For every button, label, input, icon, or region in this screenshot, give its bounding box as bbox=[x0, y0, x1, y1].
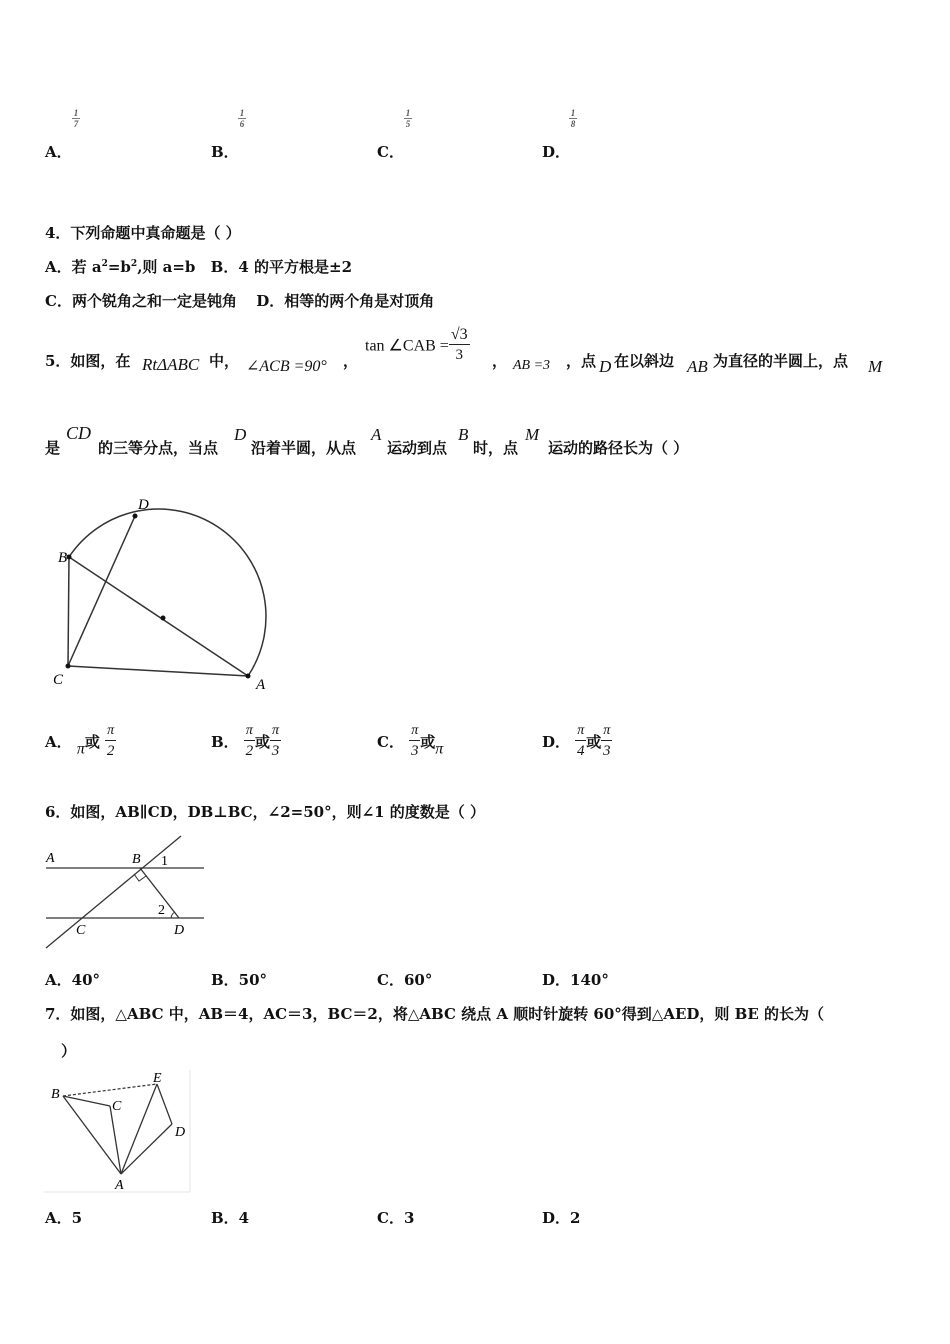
q5-point-m: M bbox=[868, 357, 883, 376]
q5-text-semicircle: 为直径的半圆上，点 bbox=[713, 352, 849, 370]
q5-option-c-fraction: $\frac{\pi}{3}$ bbox=[410, 723, 419, 759]
q5-diameter-ab bbox=[69, 557, 248, 676]
q7-stem-line2: ） bbox=[61, 1042, 77, 1060]
q6-option-a: A．40° bbox=[45, 971, 101, 989]
q6-fig-label-b: B bbox=[132, 852, 141, 867]
q5-point-d: D bbox=[599, 357, 612, 376]
q5-point-m-2: M bbox=[525, 425, 540, 444]
q6-angle-2-arc bbox=[171, 912, 175, 918]
q6-fig-label-2: 2 bbox=[158, 903, 165, 918]
q7-figure bbox=[44, 1070, 194, 1195]
q5-dot-c bbox=[66, 664, 71, 669]
q4-option-b: B．4 的平方根是±2 bbox=[210, 258, 352, 276]
q5-tan-fraction: $\frac{√3}{3}$ bbox=[450, 326, 468, 363]
q7-segment-ed bbox=[157, 1084, 172, 1124]
q7-fig-label-a: A bbox=[115, 1178, 124, 1193]
q7-fig-label-b: B bbox=[51, 1087, 60, 1102]
q6-option-b: B．50° bbox=[211, 971, 268, 989]
q7-fig-label-e: E bbox=[153, 1071, 162, 1086]
q6-figure bbox=[44, 834, 209, 952]
q5-text-trisection: 的三等分点，当点 bbox=[98, 439, 219, 457]
q5-fig-label-d: D bbox=[138, 497, 149, 513]
q5-fig-label-c: C bbox=[53, 672, 64, 688]
q6-stem: 6．如图，AB∥CD，DB⊥BC，∠2=50°，则∠1 的度数是（ ） bbox=[45, 803, 486, 821]
q5-dot-b bbox=[67, 555, 72, 560]
q3-option-d: D． 1 8 bbox=[542, 108, 576, 161]
q7-option-a: A．5 bbox=[45, 1209, 83, 1227]
q5-figure bbox=[40, 490, 290, 700]
q5-side-bc bbox=[68, 557, 69, 666]
q5-text-shi: 是 bbox=[45, 439, 61, 457]
q6-option-d: D．140° bbox=[542, 971, 609, 989]
q4-stem: 4．下列命题中真命题是（ ） bbox=[45, 224, 241, 242]
q7-option-c: C．3 bbox=[377, 1209, 415, 1227]
q7-option-b: B．4 bbox=[211, 1209, 250, 1227]
q5-dot-d bbox=[133, 514, 138, 519]
q7-segment-ea bbox=[121, 1084, 157, 1174]
q5-option-a-fraction: $\frac{\pi}{2}$ bbox=[106, 723, 115, 759]
q6-fig-label-c: C bbox=[76, 923, 86, 938]
q3-option-b-fraction: 1 6 bbox=[239, 108, 245, 129]
q3-option-c-fraction: 1 5 bbox=[405, 108, 411, 129]
q5-option-b-fraction-1: $\frac{\pi}{2}$ bbox=[245, 723, 254, 759]
q5-ab-length: AB =3 bbox=[513, 358, 551, 373]
q5-point-d-2: D bbox=[234, 425, 247, 444]
q5-fig-label-b: B bbox=[58, 550, 68, 566]
q7-option-d: D．2 bbox=[542, 1209, 581, 1227]
q6-fig-label-d: D bbox=[174, 923, 185, 938]
q5-tan-expression: tan ∠CAB = $\frac{√3}{3}$ bbox=[365, 326, 468, 363]
q5-segment-ab: AB bbox=[687, 357, 708, 376]
q3-option-b: B． 1 6 bbox=[211, 108, 245, 161]
q7-segment-ca bbox=[110, 1106, 121, 1174]
q4-option-a: A．若 $a^2=b^2$,则 a=b bbox=[45, 258, 196, 276]
q4-option-d: D．相等的两个角是对顶角 bbox=[256, 292, 435, 310]
q5-text-dian: ，点 bbox=[566, 352, 597, 370]
q5-side-ca bbox=[68, 666, 248, 676]
q3-option-c: C． 1 5 bbox=[377, 108, 411, 161]
q3-option-a: A． 1 7 bbox=[45, 108, 79, 161]
q5-number: 5．如图，在 bbox=[45, 352, 131, 370]
q5-point-a: A bbox=[371, 425, 382, 444]
q5-option-a: A． π或 $\frac{\pi}{2}$ bbox=[45, 723, 115, 759]
q5-option-d-fraction-1: $\frac{\pi}{4}$ bbox=[577, 723, 585, 759]
q5-dot-a bbox=[246, 674, 251, 679]
q5-option-d: D． $\frac{\pi}{4}$ 或 $\frac{\pi}{3}$ bbox=[542, 723, 611, 759]
q5-text-hypotenuse: 在以斜边 bbox=[614, 352, 675, 370]
q5-text-move-to: 运动到点 bbox=[387, 439, 448, 457]
q7-stem-line1: 7．如图，△ABC 中，AB＝4，AC＝3，BC＝2，将△ABC 绕点 A 顺时针旋转 60°得到△AED，则 BE 的长为（ bbox=[45, 1005, 824, 1023]
q4-options-row1 bbox=[45, 256, 352, 277]
q5-dot-center bbox=[161, 616, 166, 621]
q6-fig-label-a: A bbox=[46, 851, 55, 866]
q5-comma-2: ， bbox=[492, 352, 508, 370]
q5-rt-triangle: RtΔABC bbox=[142, 355, 200, 374]
q5-comma-1: ， bbox=[343, 352, 359, 370]
q6-right-angle-mark bbox=[134, 874, 146, 881]
q4-options-row2 bbox=[45, 290, 434, 311]
q5-segment-cd-line bbox=[68, 516, 135, 666]
q5-text-when: 时，点 bbox=[473, 439, 519, 457]
q5-text-zhong: 中， bbox=[209, 352, 240, 370]
q6-fig-label-1: 1 bbox=[161, 854, 168, 869]
q5-semicircle-arc bbox=[69, 509, 266, 676]
q5-segment-cd: CD bbox=[66, 423, 92, 443]
q5-text-path-length: 运动的路径长为（ ） bbox=[548, 439, 689, 457]
q6-option-c: C．60° bbox=[377, 971, 433, 989]
q3-option-d-fraction: 1 8 bbox=[570, 108, 576, 129]
q5-fig-label-a: A bbox=[256, 677, 266, 693]
q5-option-d-fraction-2: $\frac{\pi}{3}$ bbox=[603, 723, 611, 759]
q5-option-b-fraction-2: $\frac{\pi}{3}$ bbox=[271, 723, 280, 759]
q5-option-b: B． $\frac{\pi}{2}$ 或 $\frac{\pi}{3}$ bbox=[211, 723, 280, 759]
q7-fig-label-c: C bbox=[112, 1099, 122, 1114]
q7-segment-da bbox=[121, 1124, 172, 1174]
q5-point-b: B bbox=[458, 425, 469, 444]
q7-segment-be-dashed bbox=[63, 1084, 157, 1096]
q5-option-c: C． $\frac{\pi}{3}$ 或π bbox=[377, 723, 444, 759]
q7-fig-label-d: D bbox=[175, 1125, 186, 1140]
q3-option-a-fraction: 1 7 bbox=[73, 108, 79, 129]
q6-transversal-bc bbox=[46, 836, 181, 948]
q5-angle-acb: ∠ACB =90° bbox=[246, 358, 327, 375]
q4-option-c: C．两个锐角之和一定是钝角 bbox=[45, 292, 237, 310]
q5-text-along: 沿着半圆，从点 bbox=[251, 439, 357, 457]
